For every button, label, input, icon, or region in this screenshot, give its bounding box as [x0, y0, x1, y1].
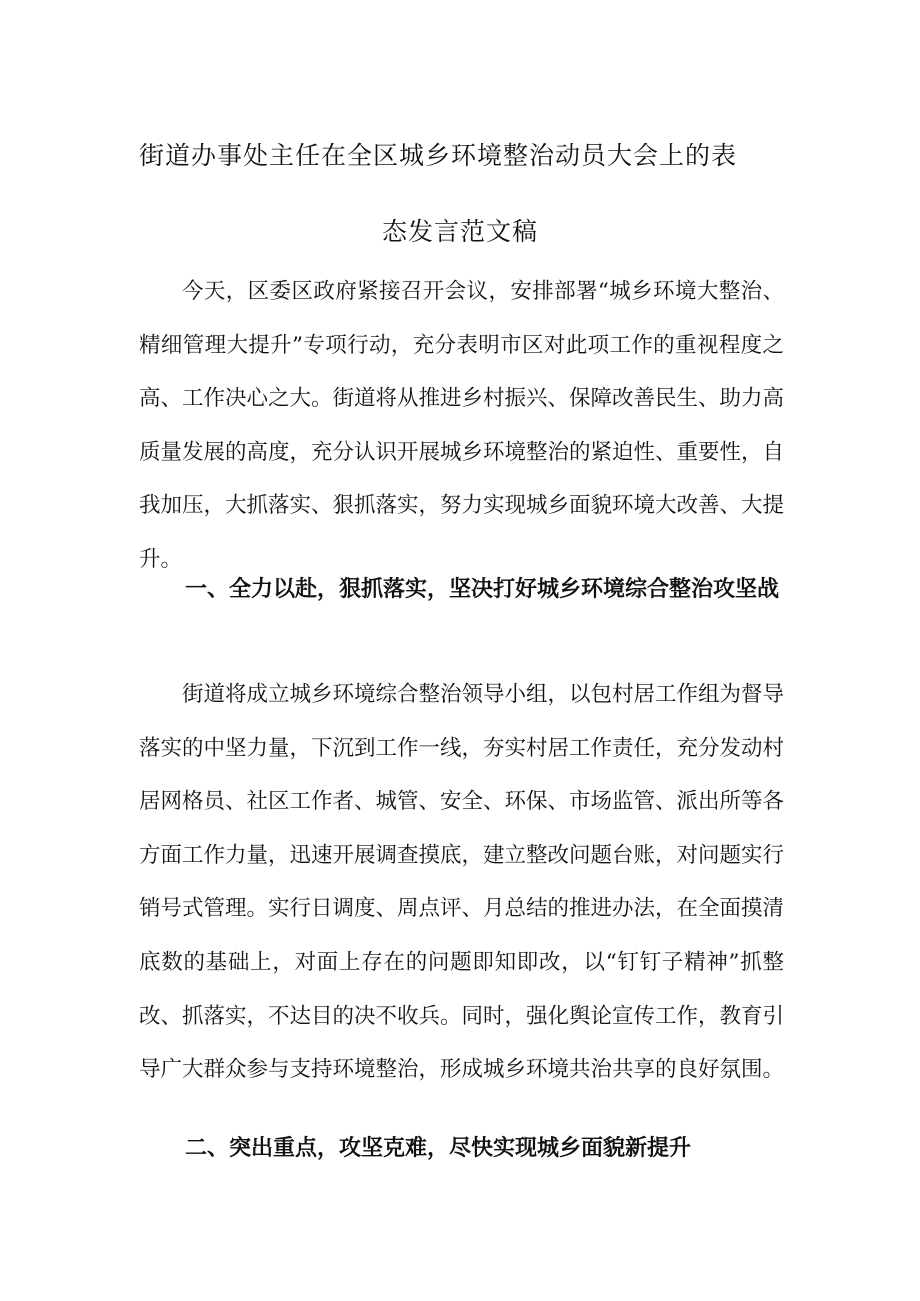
section-heading-2: 二、突出重点，攻坚克难，尽快实现城乡面貌新提升: [185, 1136, 692, 1161]
document-title-line-1: 街道办事处主任在全区城乡环境整治动员大会上的表: [139, 141, 738, 170]
section-1-paragraph: 街道将成立城乡环境综合整治领导小组，以包村居工作组为督导落实的中坚力量，下沉到工作一线，夯实村居工作责任，充分发动村居网格员、社区工作者、城管、安全、环保、市场监管、派出所等各方面工作力量，迅速开展调查摸底，建立整改问题台账，对问题实行销号式管理。实行日调度、周点评、月总结的推进办法，在全面摸清底数的基础上，对面上存在的问题即知即改，以“钉钉子精神”抓整改、抓落实，不达目的决不收兵。同时，强化舆论宣传工作，教育引导广大群众参与支持环境整治，形成城乡环境共治共享的良好氛围。: [139, 682, 785, 1083]
section-heading-1: 一、全力以赴，狠抓落实，坚决打好城乡环境综合整治攻坚战: [185, 577, 780, 602]
document-title-line-2: 态发言范文稿: [382, 217, 539, 246]
intro-paragraph: 今天，区委区政府紧接召开会议，安排部署“城乡环境大整治、精细管理大提升”专项行动，充分表明市区对此项工作的重视程度之高、工作决心之大。街道将从推进乡村振兴、保障改善民生、助力高质量发展的高度，充分认识开展城乡环境整治的紧迫性、重要性，自我加压，大抓落实、狠抓落实，努力实现城乡面貌环境大改善、大提升。: [139, 279, 785, 572]
